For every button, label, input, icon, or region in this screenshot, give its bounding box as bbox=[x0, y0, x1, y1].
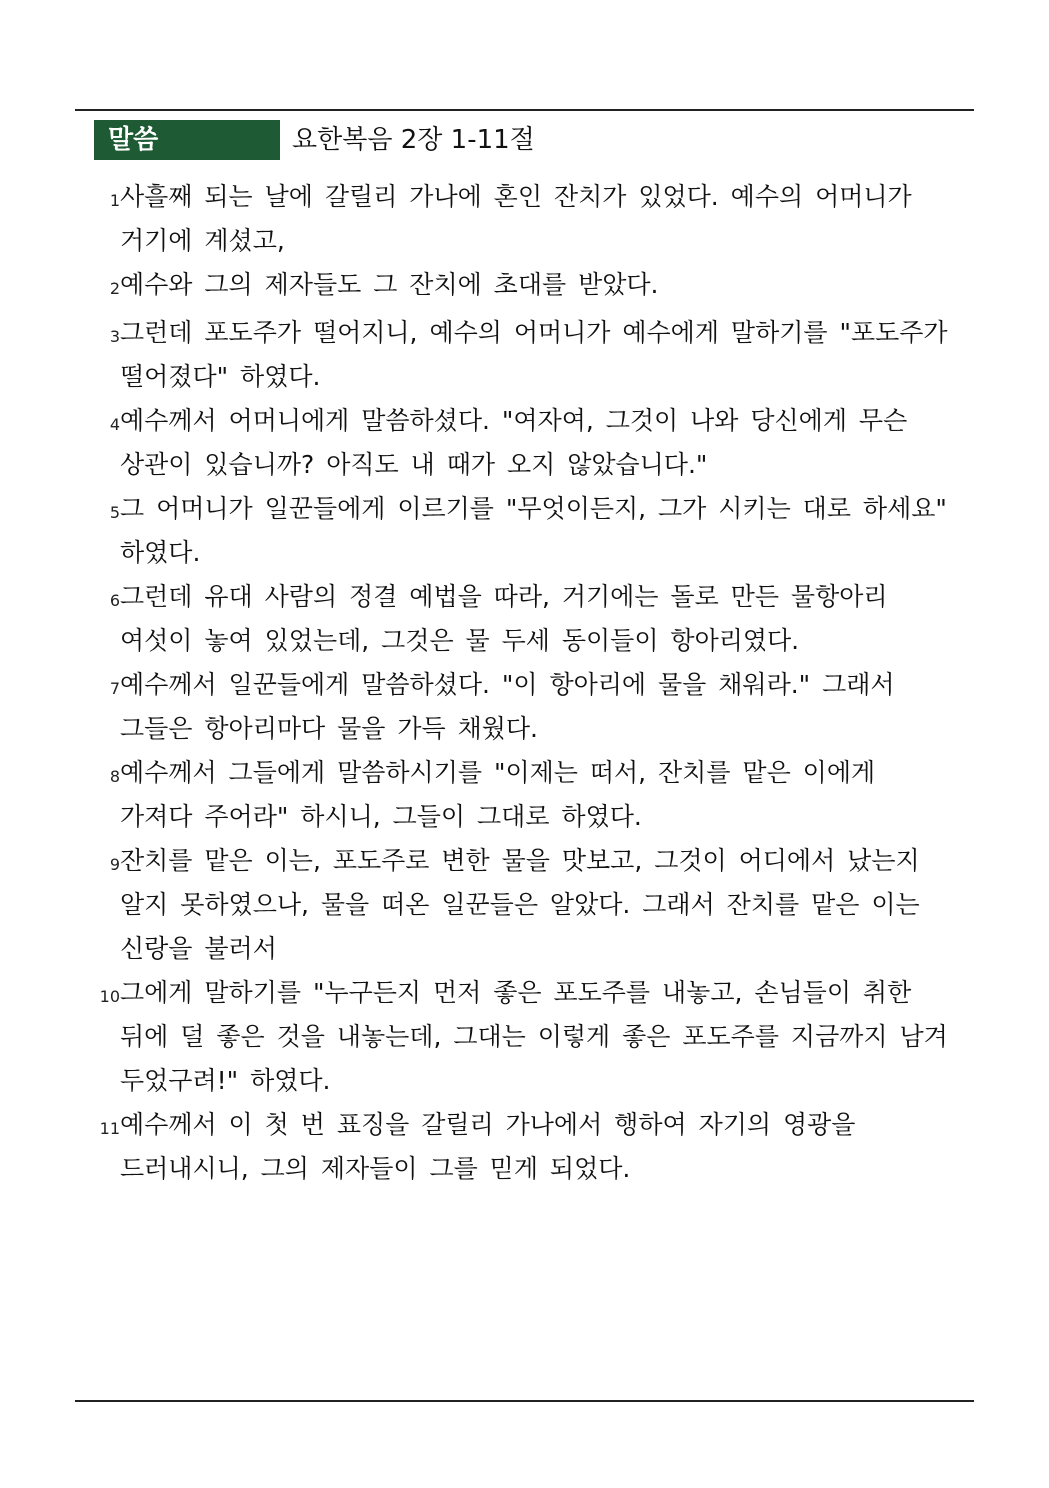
verse-8 bbox=[80, 751, 970, 839]
verse-line: 가져다 주어라" 하시니, 그들이 그대로 하였다. bbox=[120, 802, 642, 831]
verse-text bbox=[120, 971, 970, 1103]
verse-number: 11 bbox=[99, 1119, 120, 1138]
verse-text bbox=[120, 839, 970, 971]
verse-text bbox=[120, 399, 970, 487]
verse-line: 그 어머니가 일꾼들에게 이르기를 "무엇이든지, 그가 시키는 대로 하세요" bbox=[120, 494, 947, 523]
verse-number: 8 bbox=[109, 767, 120, 786]
scripture-reference: 요한복음 2장 1-11절 bbox=[292, 125, 535, 155]
verse-11 bbox=[80, 1103, 970, 1191]
verse-text bbox=[120, 487, 970, 575]
verse-line: 여섯이 놓여 있었는데, 그것은 물 두세 동이들이 항아리였다. bbox=[120, 626, 800, 655]
top-divider bbox=[75, 109, 974, 111]
verse-10 bbox=[80, 971, 970, 1103]
verse-line: 예수께서 어머니에게 말씀하셨다. "여자여, 그것이 나와 당신에게 무슨 bbox=[120, 406, 908, 435]
verse-line: 드러내시니, 그의 제자들이 그를 믿게 되었다. bbox=[120, 1154, 631, 1183]
verse-line: 그에게 말하기를 "누구든지 먼저 좋은 포도주를 내놓고, 손님들이 취한 bbox=[120, 978, 912, 1007]
verse-line: 예수와 그의 제자들도 그 잔치에 초대를 받았다. bbox=[120, 270, 659, 299]
verse-line: 신랑을 불러서 bbox=[120, 934, 277, 963]
verse-line: 그런데 유대 사람의 정결 예법을 따라, 거기에는 돌로 만든 물항아리 bbox=[120, 582, 888, 611]
verse-line: 떨어졌다" 하였다. bbox=[120, 362, 321, 391]
verse-line: 잔치를 맡은 이는, 포도주로 변한 물을 맛보고, 그것이 어디에서 났는지 bbox=[120, 846, 920, 875]
verse-line: 예수께서 그들에게 말씀하시기를 "이제는 떠서, 잔치를 맡은 이에게 bbox=[120, 758, 876, 787]
verse-number: 9 bbox=[109, 855, 120, 874]
verse-line: 뒤에 덜 좋은 것을 내놓는데, 그대는 이렇게 좋은 포도주를 지금까지 남겨 bbox=[120, 1022, 948, 1051]
verse-4 bbox=[80, 399, 970, 487]
verse-text bbox=[120, 751, 970, 839]
verse-number: 2 bbox=[109, 279, 120, 298]
section-label: 말씀 bbox=[94, 120, 280, 160]
verse-text bbox=[120, 575, 970, 663]
verse-text bbox=[120, 663, 970, 751]
verse-number: 3 bbox=[109, 327, 120, 346]
verse-line: 그들은 항아리마다 물을 가득 채웠다. bbox=[120, 714, 538, 743]
verse-line: 그런데 포도주가 떨어지니, 예수의 어머니가 예수에게 말하기를 "포도주가 bbox=[120, 318, 948, 347]
verse-number: 4 bbox=[109, 415, 120, 434]
verse-6 bbox=[80, 575, 970, 663]
verse-number: 10 bbox=[99, 987, 120, 1006]
verse-2 bbox=[80, 263, 970, 311]
verse-5 bbox=[80, 487, 970, 575]
verse-text bbox=[120, 175, 970, 263]
verse-number: 6 bbox=[109, 591, 120, 610]
verse-line: 하였다. bbox=[120, 538, 201, 567]
verse-text bbox=[120, 311, 970, 399]
verse-line: 상관이 있습니까? 아직도 내 때가 오지 않았습니다." bbox=[120, 450, 708, 479]
verse-line: 예수께서 이 첫 번 표징을 갈릴리 가나에서 행하여 자기의 영광을 bbox=[120, 1110, 856, 1139]
verse-number: 1 bbox=[109, 191, 120, 210]
verse-text bbox=[120, 1103, 970, 1191]
verse-line: 예수께서 일꾼들에게 말씀하셨다. "이 항아리에 물을 채워라." 그래서 bbox=[120, 670, 895, 699]
verse-line: 사흘째 되는 날에 갈릴리 가나에 혼인 잔치가 있었다. 예수의 어머니가 bbox=[120, 182, 912, 211]
verse-text bbox=[120, 263, 970, 307]
verse-9 bbox=[80, 839, 970, 971]
verse-line: 두었구려!" 하였다. bbox=[120, 1066, 331, 1095]
verse-1 bbox=[80, 175, 970, 263]
verse-line: 거기에 계셨고, bbox=[120, 226, 285, 255]
passage-header bbox=[94, 120, 535, 160]
verse-line: 알지 못하였으나, 물을 떠온 일꾼들은 알았다. 그래서 잔치를 맡은 이는 bbox=[120, 890, 920, 919]
verse-7 bbox=[80, 663, 970, 751]
bottom-divider bbox=[75, 1400, 974, 1402]
verse-list bbox=[80, 175, 970, 1191]
verse-number: 7 bbox=[109, 679, 120, 698]
verse-3 bbox=[80, 311, 970, 399]
verse-number: 5 bbox=[109, 503, 120, 522]
